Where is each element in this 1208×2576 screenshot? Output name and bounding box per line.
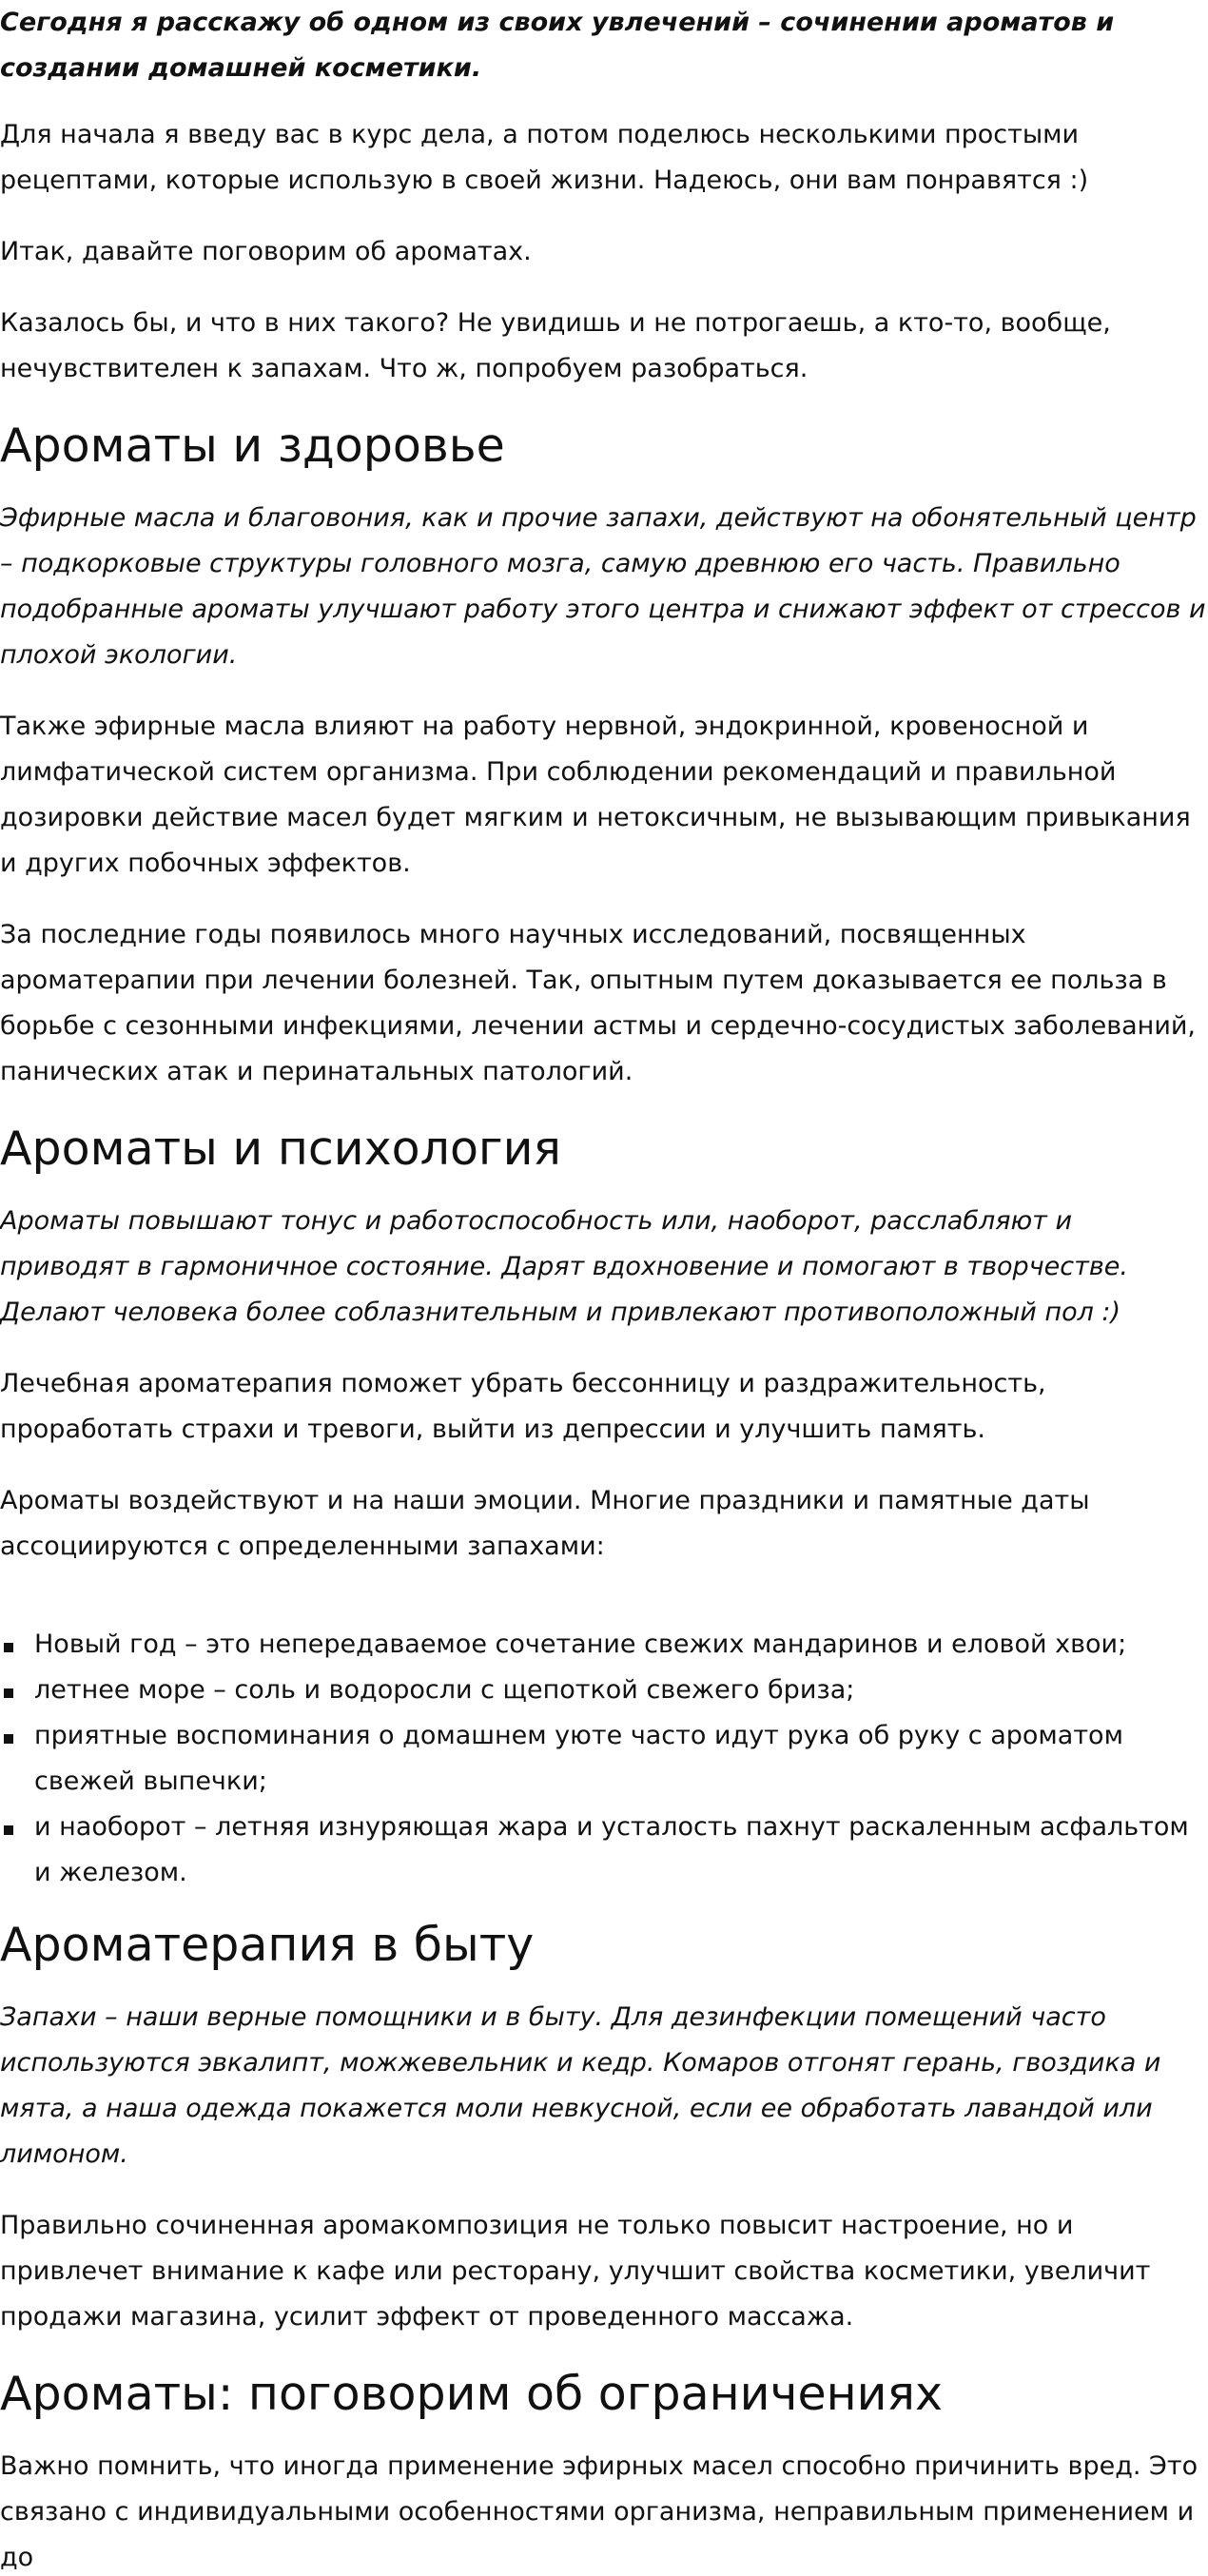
- section-heading: Ароматы и здоровье: [0, 419, 505, 473]
- list-item: летнее море – соль и водоросли с щепоткой свежего бриза;: [0, 1668, 1208, 1713]
- paragraph: Ароматы воздействуют и на наши эмоции. Многие праздники и памятные даты ассоциируются с определенными запахами:: [0, 1486, 1090, 1561]
- paragraph: За последние годы появилось много научных исследований, посвященных ароматерапии при лечении болезней. Так, опытным путем доказывается ее польза в борьбе с сезонными инфекциями, лечении астмы и сердечно-сосудистых заболеваний, панических атак и перинатальных патологий.: [0, 920, 1197, 1086]
- section-lead: Ароматы повышают тонус и работоспособность или, наоборот, расслабляют и приводят в гармоничное состояние. Дарят вдохновение и помогают в творчестве. Делают человека более соблазнительным и привлекают противоположный пол :): [0, 1206, 1128, 1327]
- section-lead: Запахи – наши верные помощники и в быту. Для дезинфекции помещений часто используются эвкалипт, можжевельник и кедр. Комаров отгонят герань, гвоздика и мята, а наша одежда покажется моли невкусной, если ее обработать лавандой или лимоном.: [0, 2002, 1161, 2169]
- paragraph: Также эфирные масла влияют на работу нервной, эндокринной, кровеносной и лимфатической систем организма. При соблюдении рекомендаций и правильной дозировки действие масел будет мягким и нетоксичным, не вызывающим привыкания и других побочных эффектов.: [0, 712, 1191, 878]
- section-heading: Ароматы и психология: [0, 1122, 561, 1176]
- article-intro: Сегодня я расскажу об одном из своих увлечений – сочинении ароматов и создании домашней косметики.: [0, 8, 1115, 83]
- section-household: [0, 1917, 1208, 2340]
- paragraph: Правильно сочиненная аромакомпозиция не только повысит настроение, но и привлечет внимание к кафе или ресторану, улучшит свойства косметики, увеличит продажи магазина, усилит эффект от проведенного массажа.: [0, 2211, 1151, 2332]
- section-psychology: [0, 1121, 1208, 1896]
- list-item: Новый год – это непередаваемое сочетание свежих мандаринов и еловой хвои;: [0, 1622, 1208, 1668]
- list-item: и наоборот – летняя изнуряющая жара и усталость пахнут раскаленным асфальтом и железом.: [0, 1805, 1208, 1896]
- section-heading: Ароматы: поговорим об ограничениях: [0, 2367, 943, 2421]
- section-lead: Эфирные масла и благовония, как и прочие запахи, действуют на обонятельный центр – подкорковые структуры головного мозга, самую древнюю его часть. Правильно подобранные ароматы улучшают работу этого центра и снижают эффект от стрессов и плохой экологии.: [0, 503, 1206, 670]
- paragraph: Итак, давайте поговорим об ароматах.: [0, 237, 532, 266]
- paragraph: Казалось бы, и что в них такого? Не увидишь и не потрогаешь, а кто-то, вообще, нечувствителен к запахам. Что ж, попробуем разобраться.: [0, 308, 1111, 383]
- scent-associations-list: [0, 1622, 1208, 1896]
- section-heading: Ароматерапия в быту: [0, 1918, 535, 1972]
- paragraph: Для начала я введу вас в курс дела, а потом поделюсь несколькими простыми рецептами, которые использую в своей жизни. Надеюсь, они вам понравятся :): [0, 120, 1089, 195]
- paragraph: Важно помнить, что иногда применение эфирных масел способно причинить вред. Это связано с индивидуальными особенностями организма, неправильным применением и до: [0, 2451, 1198, 2572]
- section-health: [0, 418, 1208, 1095]
- paragraph: Лечебная ароматерапия поможет убрать бессонницу и раздражительность, проработать страхи и тревоги, выйти из депрессии и улучшить память.: [0, 1369, 1046, 1444]
- section-restrictions: [0, 2366, 1208, 2576]
- list-item: приятные воспоминания о домашнем уюте часто идут рука об руку с ароматом свежей выпечки;: [0, 1713, 1208, 1805]
